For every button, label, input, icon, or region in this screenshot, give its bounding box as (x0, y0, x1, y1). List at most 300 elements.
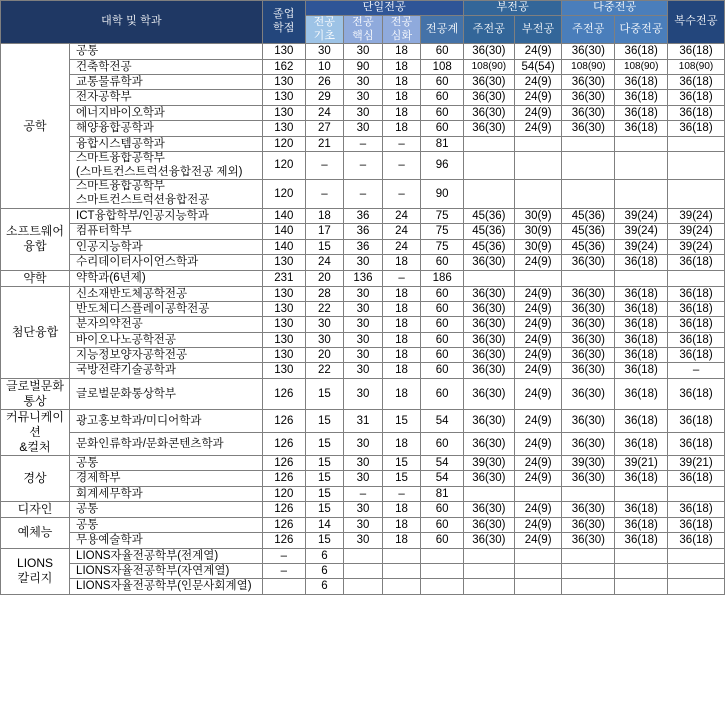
major-core-cell: 30 (344, 471, 383, 486)
department-cell: 약학과(6년제) (70, 270, 263, 286)
header-multi-major: 다중전공 (562, 1, 668, 16)
major-advanced-cell (382, 564, 421, 579)
college-group-cell (1, 378, 70, 409)
major-basic-cell: 15 (305, 501, 344, 517)
major-basic-cell: 24 (305, 105, 344, 120)
major-total-cell: 60 (421, 317, 464, 332)
multi-sub-cell: 36(18) (615, 517, 668, 532)
college-group-line1: 글로벌문화 (6, 378, 64, 393)
major-advanced-cell: 18 (382, 317, 421, 332)
college-group-line1: LIONS (17, 556, 54, 571)
credits-cell: 140 (262, 209, 305, 224)
major-total-cell: 54 (421, 471, 464, 486)
minor-main-cell: 36(30) (463, 317, 514, 332)
minor-main-cell: 36(30) (463, 121, 514, 136)
major-core-cell: – (344, 180, 383, 209)
table-row (1, 332, 725, 347)
major-basic-cell: 24 (305, 255, 344, 270)
major-total-cell: 60 (421, 105, 464, 120)
header-minor-main: 주전공 (463, 15, 514, 44)
major-total-cell: 60 (421, 348, 464, 363)
major-basic-cell: 15 (305, 239, 344, 254)
credits-cell: 231 (262, 270, 305, 286)
major-basic-cell: 29 (305, 90, 344, 105)
double-major-cell: 39(24) (668, 209, 725, 224)
minor-main-cell: 36(30) (463, 363, 514, 378)
multi-main-cell: 39(30) (562, 455, 615, 470)
major-advanced-cell: 18 (382, 363, 421, 378)
credits-cell: – (262, 564, 305, 579)
multi-main-cell (562, 180, 615, 209)
major-advanced-cell: 18 (382, 501, 421, 517)
major-total-cell: 96 (421, 151, 464, 180)
minor-main-cell (463, 151, 514, 180)
major-total-cell (421, 564, 464, 579)
multi-main-cell (562, 151, 615, 180)
minor-main-cell: 36(30) (463, 75, 514, 90)
multi-main-cell: 45(36) (562, 239, 615, 254)
table-row (1, 151, 725, 180)
table-row (1, 136, 725, 151)
college-group-cell: 예체능 (1, 517, 70, 548)
table-row (1, 90, 725, 105)
double-major-cell: 36(18) (668, 533, 725, 548)
minor-sub-cell: 24(9) (514, 75, 562, 90)
credits-cell: 130 (262, 121, 305, 136)
major-basic-cell: 18 (305, 209, 344, 224)
double-major-cell: 36(18) (668, 332, 725, 347)
multi-main-cell: 36(30) (562, 301, 615, 316)
major-advanced-cell (382, 579, 421, 594)
double-major-cell: 36(18) (668, 301, 725, 316)
department-cell: 공통 (70, 455, 263, 470)
major-total-cell: 81 (421, 136, 464, 151)
credits-cell: 126 (262, 533, 305, 548)
table-row (1, 455, 725, 470)
major-advanced-cell: 18 (382, 90, 421, 105)
header-dept: 대학 및 학과 (1, 1, 263, 44)
minor-main-cell: 36(30) (463, 286, 514, 301)
multi-sub-cell: 36(18) (615, 409, 668, 432)
department-cell: 인공지능학과 (70, 239, 263, 254)
credits-cell: 130 (262, 317, 305, 332)
major-advanced-cell: 15 (382, 471, 421, 486)
header-credits-line1: 졸업 (272, 8, 295, 21)
major-total-cell: 60 (421, 301, 464, 316)
major-advanced-cell: 18 (382, 378, 421, 409)
department-cell: 신소재반도체공학전공 (70, 286, 263, 301)
header-major-basic-line1: 전공 (313, 15, 336, 28)
major-basic-cell: 15 (305, 432, 344, 455)
minor-sub-cell (514, 486, 562, 501)
minor-main-cell: 45(36) (463, 239, 514, 254)
table-row (1, 486, 725, 501)
major-basic-cell: – (305, 180, 344, 209)
department-line2: 스마트컨스트럭션융합전공 (76, 194, 210, 207)
minor-sub-cell: 24(9) (514, 301, 562, 316)
minor-main-cell (463, 270, 514, 286)
minor-sub-cell: 24(9) (514, 44, 562, 59)
department-cell: 광고홍보학과/미디어학과 (70, 409, 263, 432)
double-major-cell: 36(18) (668, 44, 725, 59)
major-basic-cell: 22 (305, 301, 344, 316)
multi-sub-cell: 36(18) (615, 501, 668, 517)
major-advanced-cell (382, 548, 421, 563)
table-row (1, 409, 725, 432)
major-total-cell (421, 548, 464, 563)
table-row (1, 105, 725, 120)
major-total-cell: 60 (421, 432, 464, 455)
double-major-cell (668, 564, 725, 579)
major-basic-cell: 26 (305, 75, 344, 90)
minor-sub-cell (514, 548, 562, 563)
college-group-cell (1, 548, 70, 594)
table-row (1, 517, 725, 532)
multi-sub-cell (615, 270, 668, 286)
minor-main-cell: 36(30) (463, 501, 514, 517)
department-cell: 전자공학부 (70, 90, 263, 105)
department-cell: 경제학부 (70, 471, 263, 486)
multi-main-cell: 36(30) (562, 501, 615, 517)
department-cell: LIONS자율전공학부(전계열) (70, 548, 263, 563)
minor-sub-cell: 24(9) (514, 432, 562, 455)
minor-sub-cell (514, 136, 562, 151)
table-header (1, 1, 725, 44)
major-advanced-cell: – (382, 180, 421, 209)
minor-sub-cell (514, 151, 562, 180)
college-group-cell (1, 409, 70, 455)
major-core-cell (344, 564, 383, 579)
table-row (1, 348, 725, 363)
multi-sub-cell: 36(18) (615, 255, 668, 270)
double-major-cell (668, 548, 725, 563)
multi-sub-cell: 36(18) (615, 533, 668, 548)
major-core-cell: 36 (344, 224, 383, 239)
minor-sub-cell: 24(9) (514, 363, 562, 378)
multi-main-cell (562, 548, 615, 563)
major-advanced-cell: 18 (382, 517, 421, 532)
multi-sub-cell: 36(18) (615, 90, 668, 105)
minor-main-cell (463, 579, 514, 594)
credits-cell: 130 (262, 255, 305, 270)
department-cell: 교통물류학과 (70, 75, 263, 90)
double-major-cell: 36(18) (668, 409, 725, 432)
credits-cell: – (262, 548, 305, 563)
major-core-cell (344, 579, 383, 594)
credits-cell: 120 (262, 486, 305, 501)
multi-main-cell: 36(30) (562, 409, 615, 432)
major-total-cell: 90 (421, 180, 464, 209)
table-row (1, 75, 725, 90)
major-core-cell: 36 (344, 209, 383, 224)
multi-main-cell (562, 579, 615, 594)
major-core-cell: 30 (344, 332, 383, 347)
multi-main-cell (562, 136, 615, 151)
minor-sub-cell: 24(9) (514, 517, 562, 532)
major-advanced-cell: 15 (382, 409, 421, 432)
header-row-1 (1, 1, 725, 16)
credits-cell: 130 (262, 44, 305, 59)
multi-sub-cell: 39(24) (615, 209, 668, 224)
department-cell: 문화인류학과/문화콘텐츠학과 (70, 432, 263, 455)
major-core-cell: 30 (344, 90, 383, 105)
credits-cell: 120 (262, 136, 305, 151)
double-major-cell: 36(18) (668, 255, 725, 270)
credits-cell: 130 (262, 332, 305, 347)
major-advanced-cell: 18 (382, 432, 421, 455)
department-cell (70, 151, 263, 180)
department-cell: LIONS자율전공학부(인문사회계열) (70, 579, 263, 594)
major-core-cell: 30 (344, 517, 383, 532)
college-group-line1: 커뮤니케이션 (6, 409, 64, 439)
major-basic-cell: – (305, 151, 344, 180)
major-core-cell: 36 (344, 239, 383, 254)
minor-sub-cell: 24(9) (514, 286, 562, 301)
department-cell: 공통 (70, 517, 263, 532)
minor-sub-cell: 30(9) (514, 209, 562, 224)
header-major-adv-line2: 심화 (390, 29, 413, 42)
header-major-basic-line2: 기초 (313, 29, 336, 42)
major-total-cell: 60 (421, 121, 464, 136)
minor-main-cell: 36(30) (463, 332, 514, 347)
major-total-cell: 75 (421, 209, 464, 224)
department-cell: 공통 (70, 44, 263, 59)
table-row (1, 564, 725, 579)
minor-sub-cell: 24(9) (514, 121, 562, 136)
multi-sub-cell: 36(18) (615, 44, 668, 59)
major-total-cell: 60 (421, 44, 464, 59)
college-group-cell (1, 209, 70, 271)
department-cell: 회계세무학과 (70, 486, 263, 501)
multi-main-cell: 45(36) (562, 224, 615, 239)
minor-sub-cell: 24(9) (514, 533, 562, 548)
credits-cell: 126 (262, 455, 305, 470)
major-total-cell: 54 (421, 409, 464, 432)
double-major-cell (668, 136, 725, 151)
major-basic-cell: 15 (305, 455, 344, 470)
double-major-cell: 36(18) (668, 432, 725, 455)
multi-sub-cell: 39(21) (615, 455, 668, 470)
double-major-cell: 36(18) (668, 105, 725, 120)
major-core-cell: 30 (344, 286, 383, 301)
credits-cell: 120 (262, 151, 305, 180)
minor-sub-cell (514, 564, 562, 579)
college-group-line2: 칼리지 (17, 571, 53, 586)
major-core-cell (344, 548, 383, 563)
major-total-cell: 75 (421, 224, 464, 239)
major-total-cell: 60 (421, 90, 464, 105)
minor-sub-cell: 30(9) (514, 224, 562, 239)
table-row (1, 286, 725, 301)
college-group-line2: 융합 (23, 239, 47, 254)
minor-main-cell: 108(90) (463, 59, 514, 74)
department-cell: LIONS자율전공학부(자연계열) (70, 564, 263, 579)
minor-main-cell: 36(30) (463, 533, 514, 548)
credits-cell (262, 579, 305, 594)
double-major-cell (668, 486, 725, 501)
college-group-line2: 통상 (23, 393, 47, 408)
multi-main-cell: 36(30) (562, 378, 615, 409)
department-cell: 융합시스템공학과 (70, 136, 263, 151)
major-advanced-cell: 18 (382, 332, 421, 347)
major-total-cell: 60 (421, 533, 464, 548)
minor-main-cell (463, 548, 514, 563)
minor-sub-cell: 30(9) (514, 239, 562, 254)
table-row (1, 44, 725, 59)
minor-main-cell: 36(30) (463, 105, 514, 120)
department-cell: ICT융합학부/인공지능학과 (70, 209, 263, 224)
header-credits-line2: 학점 (272, 22, 295, 35)
table-row (1, 471, 725, 486)
minor-sub-cell: 24(9) (514, 471, 562, 486)
double-major-cell: 39(24) (668, 239, 725, 254)
major-advanced-cell: 18 (382, 348, 421, 363)
major-advanced-cell: 18 (382, 286, 421, 301)
multi-main-cell (562, 270, 615, 286)
minor-main-cell: 36(30) (463, 44, 514, 59)
minor-sub-cell: 24(9) (514, 255, 562, 270)
multi-sub-cell: 36(18) (615, 75, 668, 90)
major-core-cell: 30 (344, 533, 383, 548)
credits-cell: 162 (262, 59, 305, 74)
multi-sub-cell: 36(18) (615, 363, 668, 378)
minor-sub-cell: 24(9) (514, 348, 562, 363)
department-cell: 국방전략기술공학과 (70, 363, 263, 378)
major-basic-cell: 15 (305, 378, 344, 409)
multi-main-cell: 36(30) (562, 121, 615, 136)
major-advanced-cell: – (382, 136, 421, 151)
department-cell: 건축학전공 (70, 59, 263, 74)
credits-cell: 126 (262, 471, 305, 486)
multi-main-cell: 36(30) (562, 255, 615, 270)
multi-sub-cell: 36(18) (615, 378, 668, 409)
major-advanced-cell: – (382, 486, 421, 501)
header-major-total: 전공계 (421, 15, 464, 44)
major-total-cell: 60 (421, 363, 464, 378)
multi-sub-cell: 36(18) (615, 286, 668, 301)
table-row (1, 533, 725, 548)
major-basic-cell: 30 (305, 317, 344, 332)
major-core-cell: – (344, 136, 383, 151)
department-cell: 무용예술학과 (70, 533, 263, 548)
department-cell: 해양융합공학과 (70, 121, 263, 136)
table-row (1, 501, 725, 517)
major-basic-cell: 10 (305, 59, 344, 74)
department-cell: 바이오나노공학전공 (70, 332, 263, 347)
minor-main-cell: 36(30) (463, 90, 514, 105)
credits-cell: 126 (262, 501, 305, 517)
credits-cell: 140 (262, 224, 305, 239)
multi-sub-cell: 36(18) (615, 432, 668, 455)
multi-main-cell: 36(30) (562, 90, 615, 105)
major-total-cell: 54 (421, 455, 464, 470)
credits-cell: 126 (262, 432, 305, 455)
minor-sub-cell: 24(9) (514, 501, 562, 517)
major-advanced-cell: 18 (382, 75, 421, 90)
table-row (1, 317, 725, 332)
double-major-cell (668, 579, 725, 594)
table-row (1, 224, 725, 239)
credits-cell: 130 (262, 105, 305, 120)
table-row (1, 255, 725, 270)
department-cell (70, 180, 263, 209)
header-minor-sub: 부전공 (514, 15, 562, 44)
header-credits (262, 1, 305, 44)
multi-sub-cell (615, 151, 668, 180)
minor-main-cell: 36(30) (463, 378, 514, 409)
table-row (1, 270, 725, 286)
major-core-cell: 30 (344, 317, 383, 332)
multi-sub-cell: 36(18) (615, 348, 668, 363)
multi-sub-cell (615, 180, 668, 209)
multi-main-cell: 45(36) (562, 209, 615, 224)
minor-sub-cell: 24(9) (514, 378, 562, 409)
major-total-cell: 60 (421, 75, 464, 90)
multi-main-cell: 108(90) (562, 59, 615, 74)
minor-main-cell: 45(36) (463, 209, 514, 224)
department-cell: 공통 (70, 501, 263, 517)
minor-main-cell: 36(30) (463, 432, 514, 455)
double-major-cell: 36(18) (668, 501, 725, 517)
header-multi-main: 주전공 (562, 15, 615, 44)
major-basic-cell: 20 (305, 270, 344, 286)
department-cell: 글로벌문화통상학부 (70, 378, 263, 409)
major-basic-cell: 30 (305, 332, 344, 347)
major-advanced-cell: 18 (382, 255, 421, 270)
minor-main-cell (463, 486, 514, 501)
double-major-cell: 36(18) (668, 378, 725, 409)
college-group-cell: 공학 (1, 44, 70, 209)
major-advanced-cell: 24 (382, 239, 421, 254)
multi-main-cell: 36(30) (562, 317, 615, 332)
department-line1: 스마트융합공학부 (76, 151, 165, 164)
major-core-cell: – (344, 486, 383, 501)
multi-sub-cell (615, 486, 668, 501)
double-major-cell: 39(21) (668, 455, 725, 470)
header-major-advanced (382, 15, 421, 44)
credits-cell: 126 (262, 517, 305, 532)
major-core-cell: 30 (344, 105, 383, 120)
table-body (1, 44, 725, 595)
table-row (1, 180, 725, 209)
multi-sub-cell: 36(18) (615, 332, 668, 347)
multi-sub-cell (615, 548, 668, 563)
multi-sub-cell: 108(90) (615, 59, 668, 74)
major-total-cell: 81 (421, 486, 464, 501)
header-minor: 부전공 (463, 1, 562, 16)
major-advanced-cell: 18 (382, 301, 421, 316)
minor-sub-cell: 24(9) (514, 105, 562, 120)
multi-sub-cell: 36(18) (615, 471, 668, 486)
multi-sub-cell: 36(18) (615, 121, 668, 136)
major-core-cell: 30 (344, 432, 383, 455)
multi-main-cell: 36(30) (562, 105, 615, 120)
credits-cell: 130 (262, 90, 305, 105)
major-total-cell: 75 (421, 239, 464, 254)
minor-sub-cell: 54(54) (514, 59, 562, 74)
major-total-cell: 60 (421, 501, 464, 517)
credits-cell: 130 (262, 301, 305, 316)
minor-sub-cell (514, 180, 562, 209)
minor-sub-cell (514, 270, 562, 286)
double-major-cell (668, 151, 725, 180)
credits-cell: 140 (262, 239, 305, 254)
major-total-cell: 60 (421, 517, 464, 532)
major-basic-cell: 28 (305, 286, 344, 301)
double-major-cell: 36(18) (668, 121, 725, 136)
major-advanced-cell: 15 (382, 455, 421, 470)
header-major-core (344, 15, 383, 44)
